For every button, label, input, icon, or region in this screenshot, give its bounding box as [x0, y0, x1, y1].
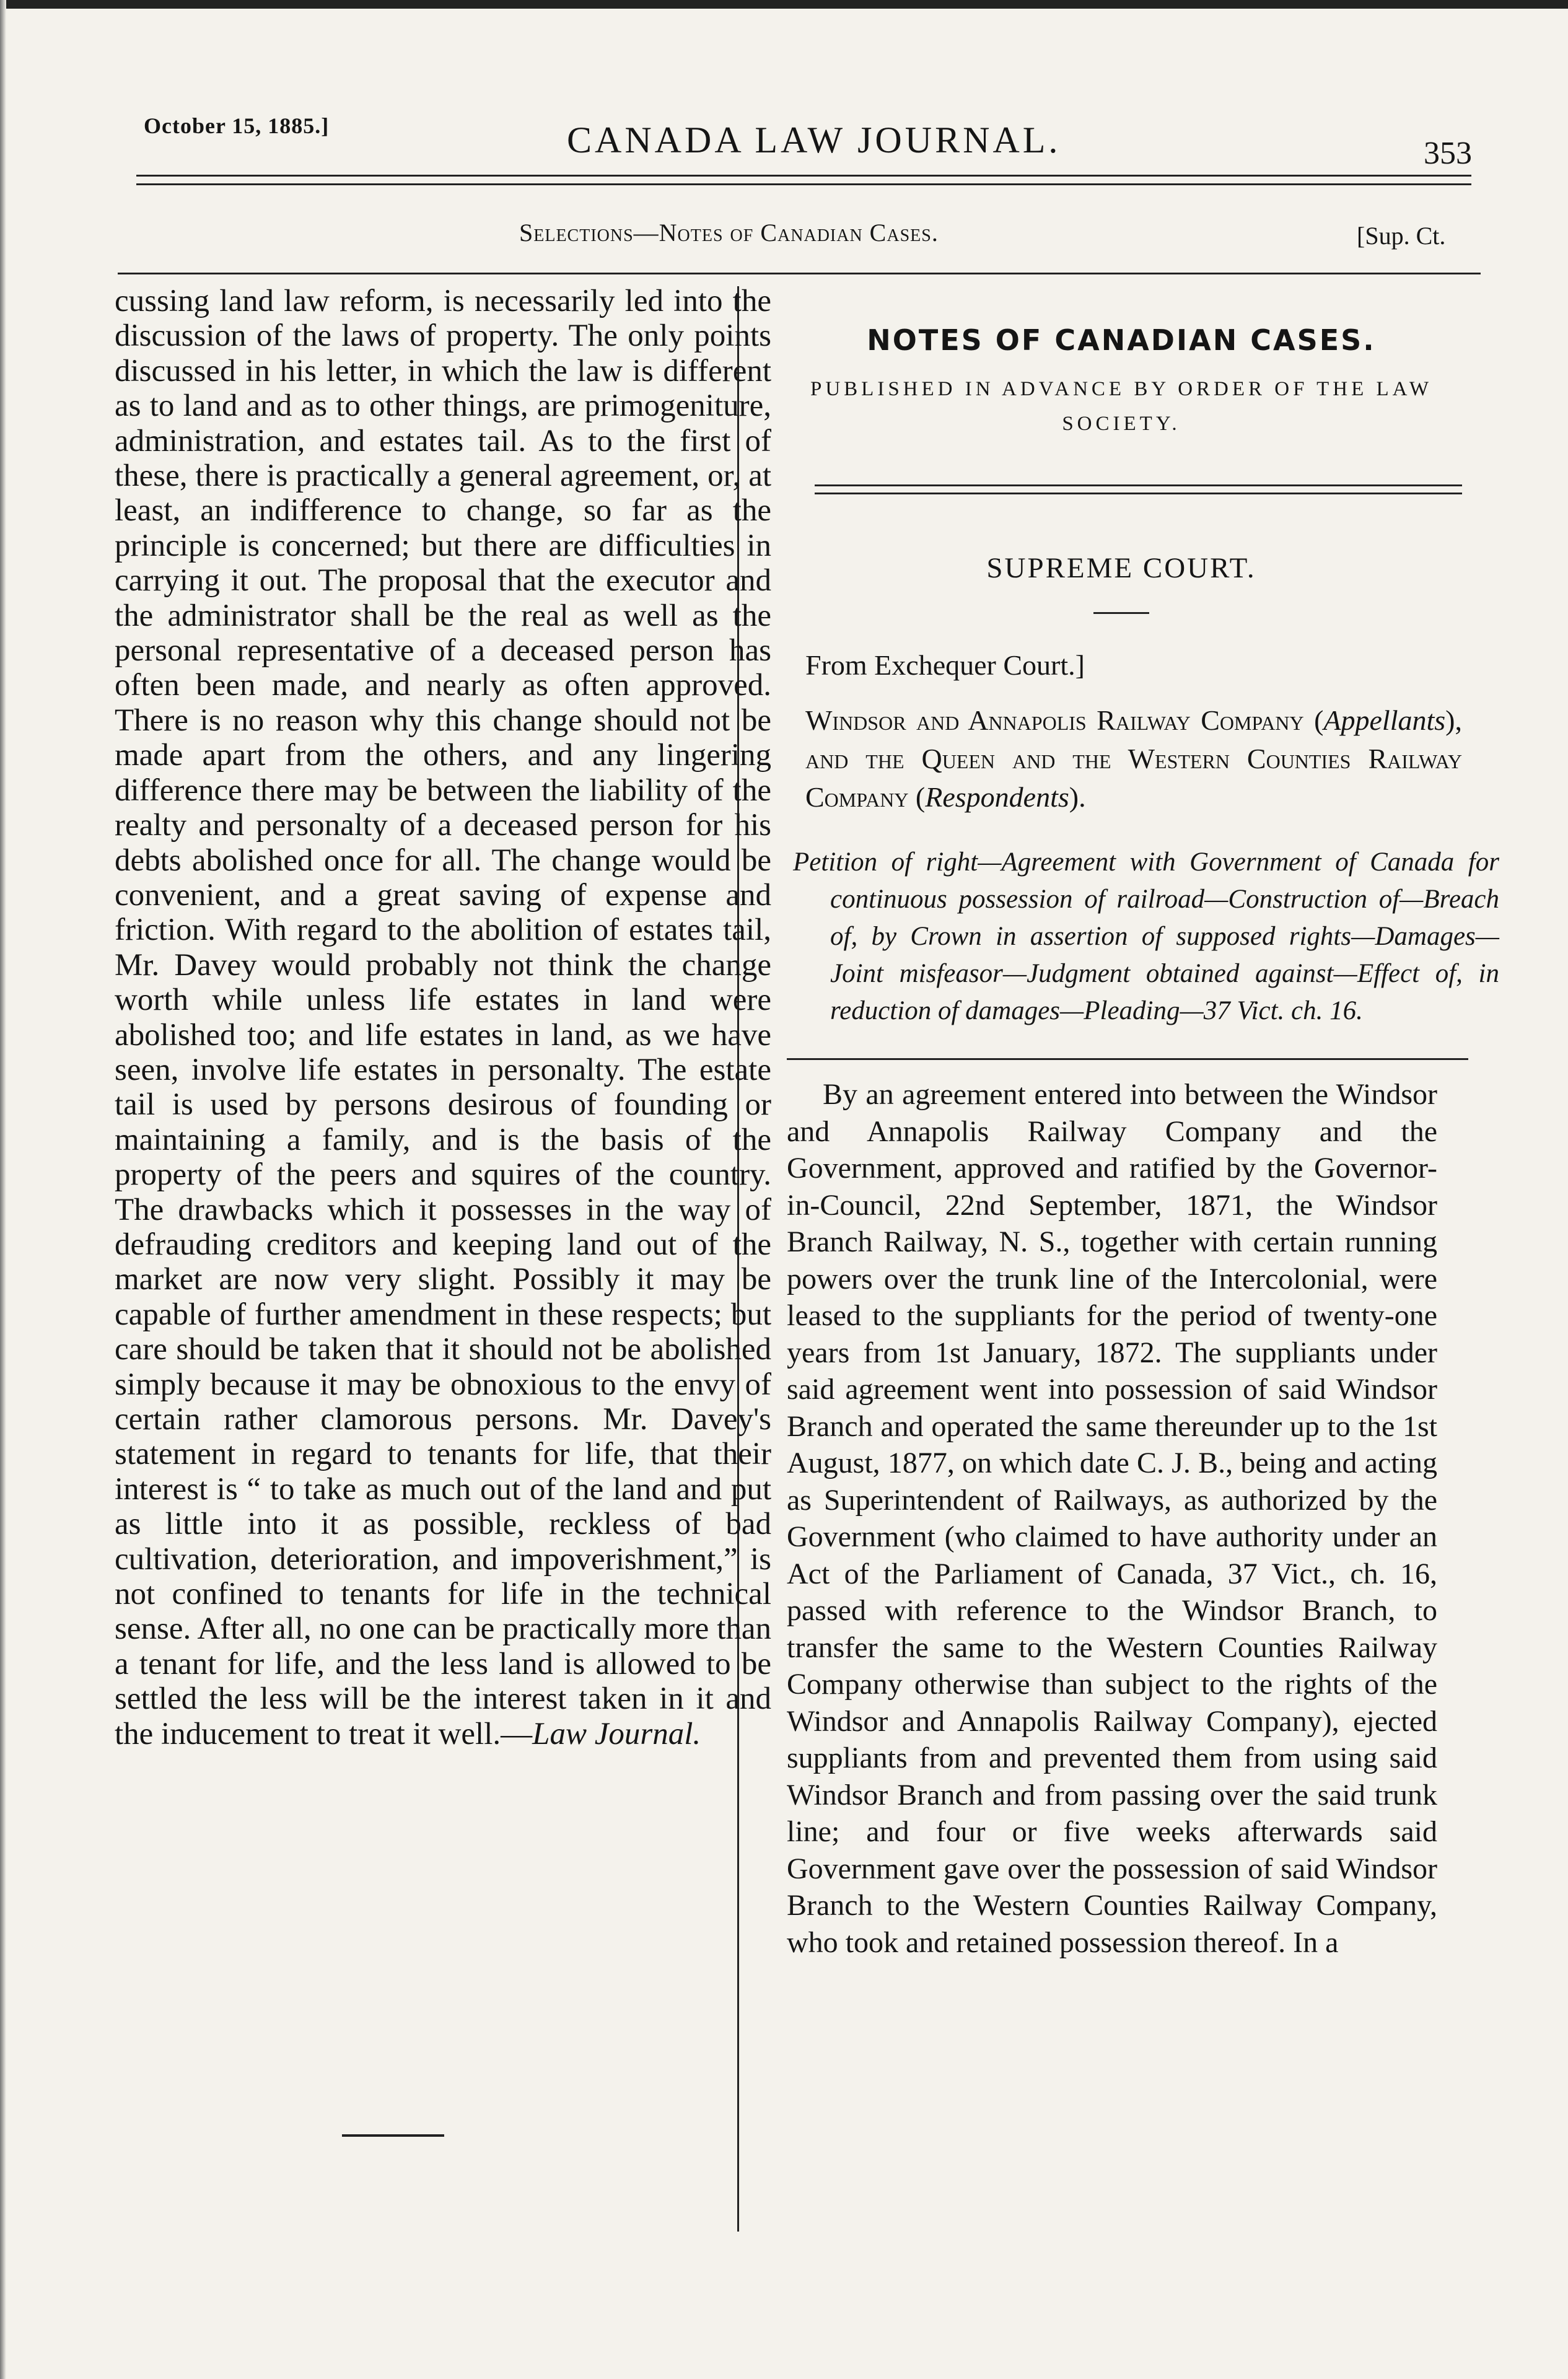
section-court-label: [Sup. Ct. [1357, 222, 1446, 250]
appellants-label: Appellants [1323, 704, 1446, 736]
double-rule [815, 484, 1462, 494]
case-parties [805, 701, 1462, 817]
parties-part-c: ). [1069, 781, 1086, 813]
source-citation: Law Journal. [532, 1716, 701, 1751]
section-rule [118, 273, 1481, 274]
short-dash [1093, 612, 1149, 614]
respondents-label: Respondents [925, 781, 1069, 813]
left-column [115, 284, 771, 1751]
parties-part-a: Windsor and Annapolis Railway Company ( [805, 704, 1324, 736]
case-body: By an agreement entered into between the Windsor and Annapolis Railway Company and the Government, approved and ratified by the Governor-in-Council, 22nd September, 1871, the Windsor Branch Railway, N. S., together with certain running powers over the trunk line of the Intercolonial, were leased to the suppliants for the period of twenty-one years from 1st January, 1872. The suppliants under said agreement went into possession of said Windsor Branch and operated the same thereunder up to the 1st August, 1877, on which date C. J. B., being and acting as Superintendent of Railways, as authorized by the Government (who claimed to have authority under an Act of the Parliament of Canada, 37 Vict., ch. 16, passed with reference to the Windsor Branch, to transfer the same to the Western Counties Railway Company otherwise than subject to the rights of the Windsor and Annapolis Railway Company), ejected suppliants from and prevented them from using said Windsor Branch and from passing over the said trunk line; and four or five weeks afterwards said Government gave over the possession of said Windsor Branch to the Western Counties Railway Company, who took and retained possession thereof. In a [787, 1078, 1437, 1959]
court-title: SUPREME COURT. [986, 552, 1256, 584]
headnote-divider [787, 1058, 1468, 1060]
article-end-rule [342, 2134, 444, 2137]
journal-title: CANADA LAW JOURNAL. [567, 120, 1061, 160]
section-title: Selections—Notes of Canadian Cases. [519, 219, 939, 247]
header-rule-top [136, 175, 1471, 177]
notes-title: NOTES OF CANADIAN CASES. [867, 323, 1376, 357]
right-column [787, 284, 1499, 1961]
header-rule-bottom [136, 183, 1471, 185]
issue-date: October 15, 1885.] [144, 113, 330, 138]
headnote: Petition of right—Agreement with Government of Canada for continuous possession of railroad—Construction of—Breach of, by Crown in assertion of supposed rights—Damages—Joint misfeasor—Judgment obtained against—Effect of, in reduction of damages—Pleading—37 Vict. ch. 16. [793, 848, 1499, 1025]
published-notice: PUBLISHED IN ADVANCE BY ORDER OF THE LAW SOCIETY. [810, 378, 1433, 435]
parties-part-b: ), and the Queen and the Western Counties Railway Company ( [805, 704, 1462, 813]
page-number: 353 [1424, 136, 1472, 171]
left-column-text: cussing land law reform, is necessarily led into the discussion of the laws of property. The only points discussed in his letter, in which the law is different as to land and as to other things, are primogeniture, administration, and estates tail. As to the first of these, there is practically a general agreement, or, at least, an indifference to change, so far as the principle is concerned; but there are difficulties in carrying it out. The proposal that the executor and the administrator shall be the real as well as the personal representative of a deceased person has often been made, and nearly as often approved. There is no reason why this change should not be made apart from the others, and any lingering difference there may be between the liability of the realty and personalty of a deceased person for his debts abolished once for all. The change would be convenient, and a great saving of expense and friction. With regard to the abolition of estates tail, Mr. Davey would probably not think the change worth while unless life estates in land were abolished too; and life estates in land, as we have seen, involve life estates in personalty. The estate tail is used by persons desirous of founding or maintaining a family, and is the basis of the property of the peers and squires of the country. The drawbacks which it possesses in the way of defrauding creditors and keeping land out of the market are now very slight. Possibly it may be capable of further amendment in these respects; but care should be taken that it should not be abolished simply because it may be obnoxious to the envy of certain rather clamorous persons. Mr. Davey's statement in regard to tenants for life, that their interest is “ to take as much out of the land and put as little into it as possible, reckless of bad cultivation, deterioration, and impoverishment,” is not confined to tenants for life in the technical sense. After all, no one can be practically more than a tenant for life, and the less land is allowed to be settled the less will be the interest taken in it and the inducement to treat it well.— [115, 284, 771, 1751]
page-left-edge [0, 0, 6, 2379]
left-column-paragraph [115, 284, 771, 1751]
running-head [0, 0, 1568, 285]
from-court: From Exchequer Court.] [805, 649, 1085, 681]
